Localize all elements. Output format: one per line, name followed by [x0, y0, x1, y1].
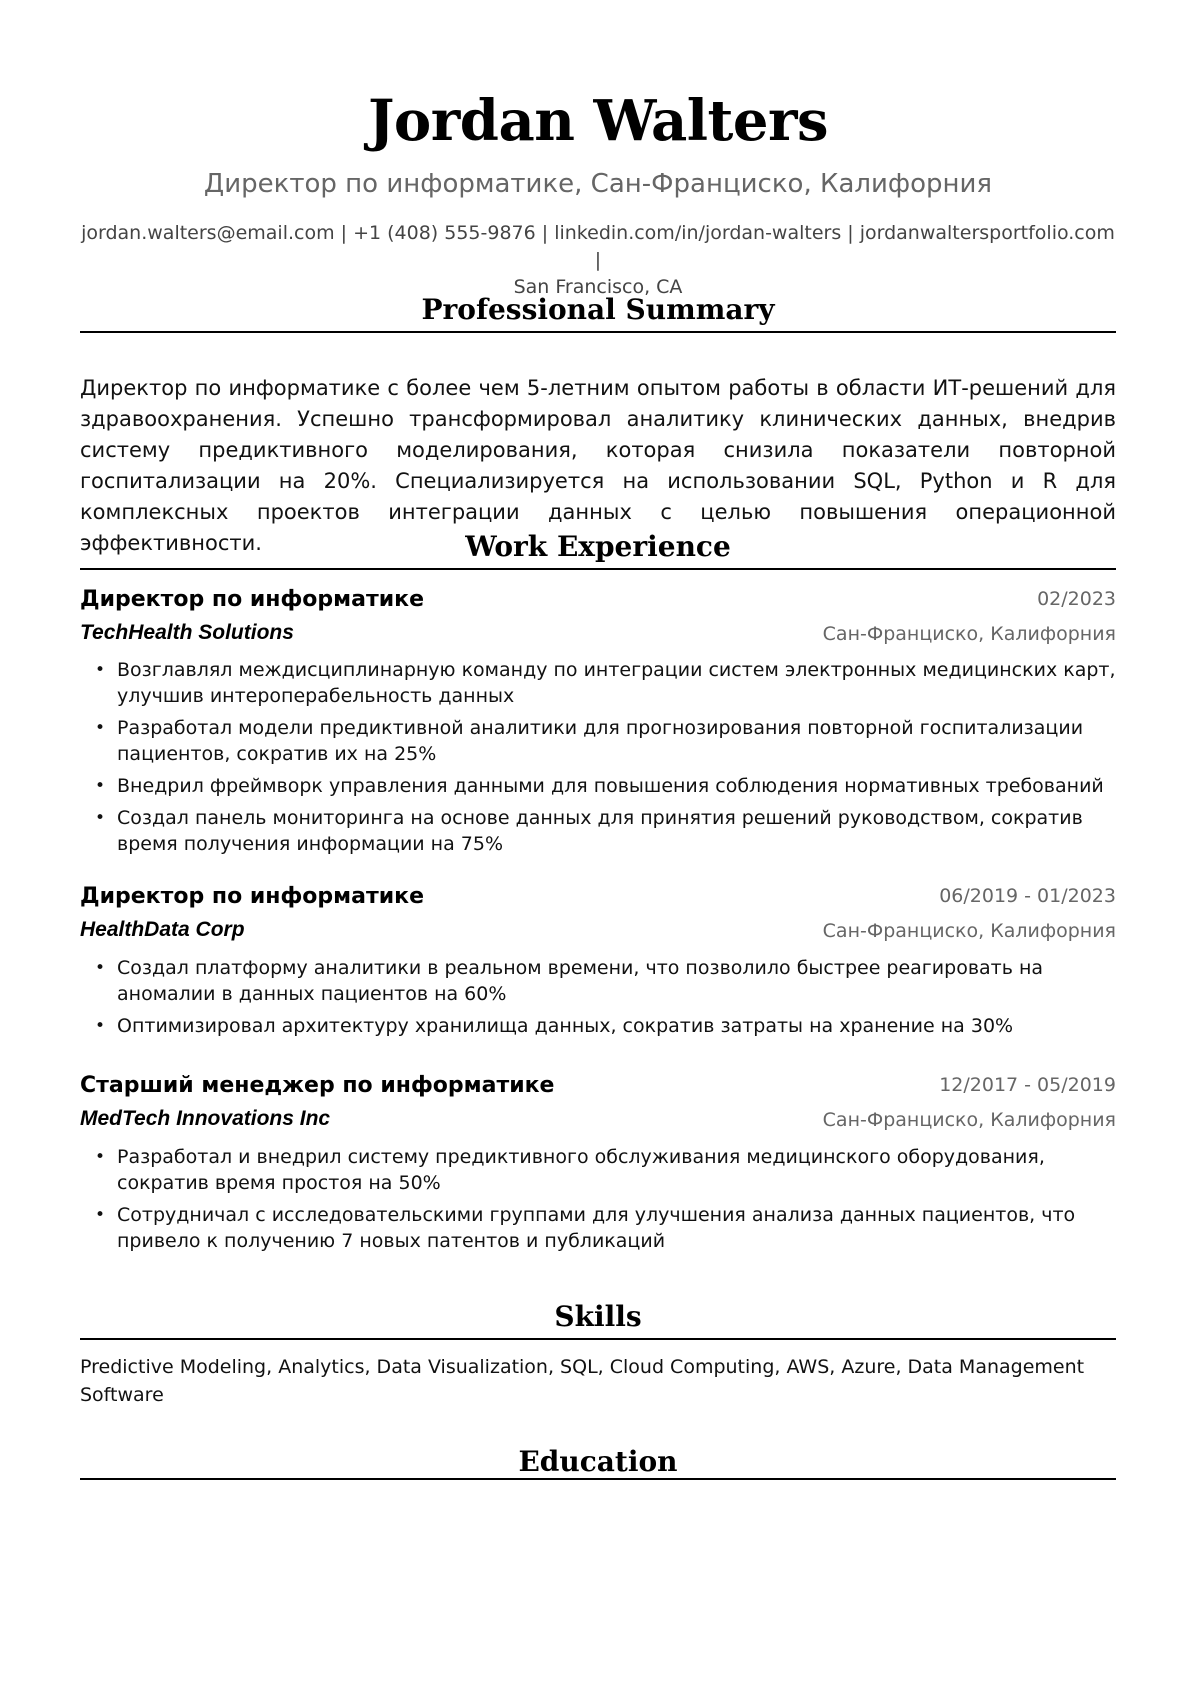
job-bullet: • Оптимизировал архитектуру хранилища данных, сократив затраты на хранение на 30%	[80, 1013, 1116, 1039]
job-bullet: • Сотрудничал с исследовательскими группами для улучшения анализа данных пациентов, что привело к получению 7 новых патентов и публикаций	[80, 1202, 1116, 1254]
job-date: 02/2023	[1037, 588, 1116, 610]
contact-info	[80, 220, 1116, 301]
job-bullets	[80, 1144, 1116, 1260]
job-bullet: • Возглавлял междисциплинарную команду по интеграции систем электронных медицинских карт, улучшив интероперабельность данных	[80, 657, 1116, 709]
job-bullet: • Создал панель мониторинга на основе данных для принятия решений руководством, сократив время получения информации на 75%	[80, 805, 1116, 857]
job-title: Директор по информатике	[80, 884, 425, 909]
summary-divider	[80, 331, 1116, 333]
summary-text: Директор по информатике с более чем 5-летним опытом работы в области ИТ-решений для здравоохранения. Успешно трансформировал аналитику клинических данных, внедрив систему предиктивного моделирования, которая снизила показатели повторной госпитализации на 20%. Специализируется на использовании SQL, Python и R для комплексных проектов интеграции данных с целью повышения операционной эффективности.	[80, 376, 1116, 555]
job-date: 06/2019 - 01/2023	[939, 885, 1116, 907]
skills-divider	[80, 1338, 1116, 1340]
education-heading: Education	[518, 1445, 678, 1478]
job-location: Сан-Франциско, Калифорния	[822, 1109, 1116, 1131]
job-bullet: • Создал платформу аналитики в реальном времени, что позволило быстрее реагировать на аномалии в данных пациентов на 60%	[80, 955, 1116, 1007]
job-bullets	[80, 955, 1116, 1045]
job-bullet: • Разработал модели предиктивной аналитики для прогнозирования повторной госпитализации пациентов, сократив их на 25%	[80, 715, 1116, 767]
job-title: Директор по информатике	[80, 587, 425, 612]
job-bullet: • Разработал и внедрил систему предиктивного обслуживания медицинского оборудования, сократив время простоя на 50%	[80, 1144, 1116, 1196]
job-bullet: • Внедрил фреймворк управления данными для повышения соблюдения нормативных требований	[80, 773, 1116, 799]
candidate-subtitle: Директор по информатике, Сан-Франциско, Калифорния	[203, 169, 993, 199]
job-location: Сан-Франциско, Калифорния	[822, 920, 1116, 942]
job-date: 12/2017 - 05/2019	[939, 1074, 1116, 1096]
candidate-name: Jordan Walters	[367, 88, 829, 154]
job-company: TechHealth Solutions	[80, 621, 294, 644]
job-company: MedTech Innovations Inc	[80, 1107, 331, 1130]
contact-line: jordan.walters@email.com | +1 (408) 555-9876 | linkedin.com/in/jordan-walters | jordanwaltersportfolio.com |	[81, 222, 1115, 271]
summary-heading: Professional Summary	[421, 293, 775, 326]
skills-text: Predictive Modeling, Analytics, Data Visualization, SQL, Cloud Computing, AWS, Azure, Data Management Software	[80, 1356, 1085, 1406]
job-location: Сан-Франциско, Калифорния	[822, 623, 1116, 645]
contact-location: San Francisco, CA	[513, 276, 683, 298]
job-title: Старший менеджер по информатике	[80, 1073, 555, 1098]
experience-divider	[80, 568, 1116, 570]
job-bullets	[80, 657, 1116, 863]
skills-heading: Skills	[554, 1300, 642, 1333]
education-divider	[80, 1478, 1116, 1480]
experience-heading: Work Experience	[465, 530, 731, 563]
job-company: HealthData Corp	[80, 918, 245, 941]
